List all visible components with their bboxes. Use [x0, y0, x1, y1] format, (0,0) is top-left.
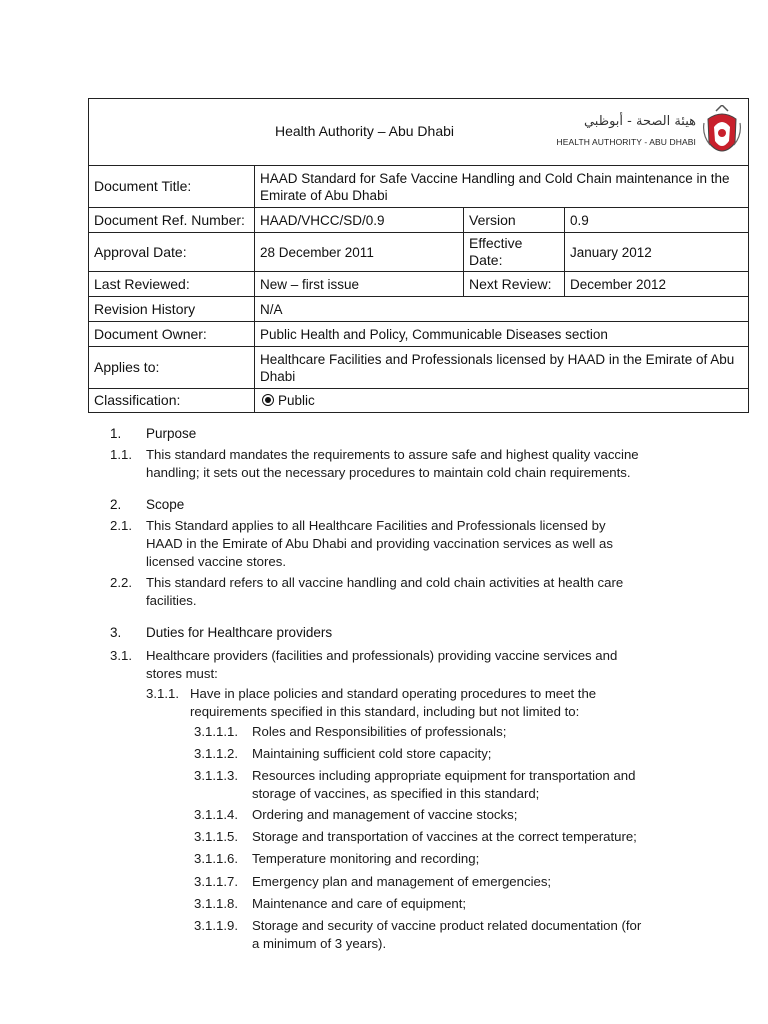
list-item-text: Roles and Responsibilities of professionals;	[252, 724, 507, 739]
list-item	[194, 917, 652, 953]
revision-history-value: N/A	[255, 297, 749, 322]
list-item-text: Maintenance and care of equipment;	[252, 896, 467, 911]
list-item-number: 3.1.1.9.	[194, 918, 238, 933]
paragraph	[110, 647, 640, 683]
paragraph	[110, 446, 655, 482]
document-owner-label: Document Owner:	[89, 322, 255, 347]
list-item-number: 3.1.1.7.	[194, 874, 238, 889]
paragraph-text: Healthcare providers (facilities and professionals) providing vaccine services and stores must:	[146, 648, 618, 681]
list-item-text: Maintaining sufficient cold store capacity;	[252, 746, 492, 761]
effective-date-label: Effective Date:	[464, 233, 565, 272]
list-item	[194, 745, 672, 763]
effective-date-value: January 2012	[565, 233, 749, 272]
section-title: Duties for Healthcare providers	[146, 625, 333, 640]
logo-english-text: HEALTH AUTHORITY - ABU DHABI	[556, 137, 696, 147]
document-title-label: Document Title:	[89, 166, 255, 208]
ref-number-label: Document Ref. Number:	[89, 208, 255, 233]
paragraph	[110, 517, 640, 571]
classification-label: Classification:	[89, 389, 255, 413]
paragraph-text: This Standard applies to all Healthcare Facilities and Professionals licensed by HAAD in the Emirate of Abu Dhabi and providing vaccination services as well as licensed vaccine stores.	[146, 518, 613, 569]
haad-logo	[556, 101, 744, 159]
list-item-text: Temperature monitoring and recording;	[252, 851, 480, 866]
list-item	[194, 873, 672, 891]
header-cell	[89, 99, 749, 166]
radio-selected-icon	[262, 394, 274, 406]
ref-number-value: HAAD/VHCC/SD/0.9	[255, 208, 464, 233]
list-item	[194, 895, 672, 913]
last-reviewed-label: Last Reviewed:	[89, 272, 255, 297]
list-item	[194, 767, 672, 803]
list-item	[194, 723, 672, 741]
paragraph-number: 3.1.	[110, 648, 132, 663]
section-number: 3.	[110, 625, 122, 640]
version-label: Version	[464, 208, 565, 233]
document-owner-value: Public Health and Policy, Communicable Diseases section	[255, 322, 749, 347]
paragraph	[110, 574, 650, 610]
list-item-number: 3.1.1.5.	[194, 829, 238, 844]
section-number: 2.	[110, 497, 122, 512]
list-item-text: Emergency plan and management of emergencies;	[252, 874, 552, 889]
section-number: 1.	[110, 426, 122, 441]
list-item-text: Storage and security of vaccine product related documentation (for a minimum of 3 years).	[252, 918, 642, 951]
next-review-label: Next Review:	[464, 272, 565, 297]
list-item	[194, 828, 672, 846]
list-item-number: 3.1.1.8.	[194, 896, 238, 911]
last-reviewed-value: New – first issue	[255, 272, 464, 297]
list-item	[194, 850, 672, 868]
paragraph-number: 3.1.1.	[146, 686, 179, 701]
list-item-number: 3.1.1.4.	[194, 807, 238, 822]
revision-history-label: Revision History	[89, 297, 255, 322]
approval-date-value: 28 December 2011	[255, 233, 464, 272]
applies-to-value: Healthcare Facilities and Professionals licensed by HAAD in the Emirate of Abu Dhabi	[255, 347, 749, 389]
falcon-emblem-icon	[702, 105, 742, 161]
sub-paragraph	[146, 685, 626, 721]
list-item-number: 3.1.1.2.	[194, 746, 238, 761]
classification-cell	[255, 389, 749, 413]
list-item	[194, 806, 672, 824]
version-value: 0.9	[565, 208, 749, 233]
list-item-number: 3.1.1.6.	[194, 851, 238, 866]
list-item-text: Resources including appropriate equipment for transportation and storage of vaccines, as specified in this standard;	[252, 768, 636, 801]
list-item-number: 3.1.1.3.	[194, 768, 238, 783]
document-title-value: HAAD Standard for Safe Vaccine Handling and Cold Chain maintenance in the Emirate of Abu Dhabi	[255, 166, 749, 208]
next-review-value: December 2012	[565, 272, 749, 297]
paragraph-number: 1.1.	[110, 447, 132, 462]
section-title: Purpose	[146, 426, 197, 441]
organization-name: Health Authority – Abu Dhabi	[275, 123, 455, 139]
section-title: Scope	[146, 497, 185, 512]
paragraph-text: Have in place policies and standard operating procedures to meet the requirements specified in this standard, including but not limited to:	[190, 686, 597, 719]
document-control-table	[88, 98, 749, 413]
paragraph-number: 2.2.	[110, 575, 132, 590]
classification-value: Public	[278, 393, 315, 408]
logo-arabic-text: هيئة الصحة - أبوظبي	[583, 114, 696, 129]
paragraph-text: This standard refers to all vaccine handling and cold chain activities at health care facilities.	[146, 575, 624, 608]
applies-to-label: Applies to:	[89, 347, 255, 389]
paragraph-number: 2.1.	[110, 518, 132, 533]
list-item-number: 3.1.1.1.	[194, 724, 238, 739]
approval-date-label: Approval Date:	[89, 233, 255, 272]
list-item-text: Storage and transportation of vaccines at the correct temperature;	[252, 829, 637, 844]
list-item-text: Ordering and management of vaccine stocks;	[252, 807, 518, 822]
paragraph-text: This standard mandates the requirements to assure safe and highest quality vaccine handling; it sets out the necessary procedures to maintain cold chain requirements.	[146, 447, 639, 480]
